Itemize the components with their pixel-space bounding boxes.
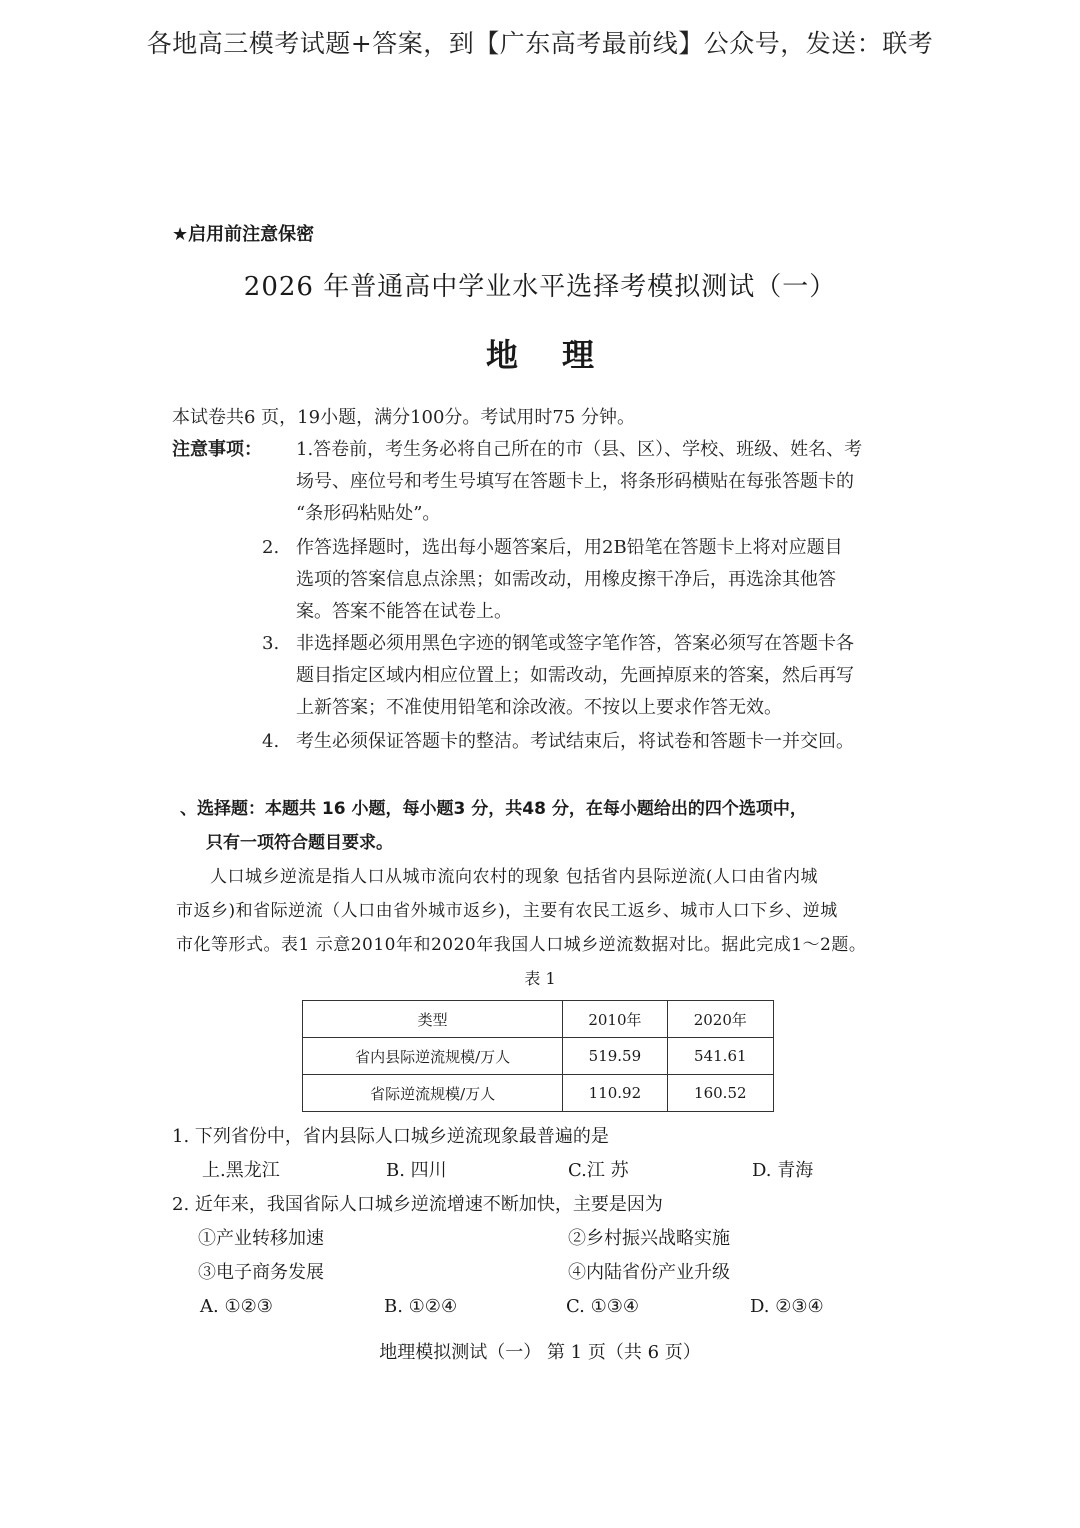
notice-item-1-line-1: 1.答卷前，考生务必将自己所在的市（县、区）、学校、班级、姓名、考 bbox=[296, 439, 863, 460]
question-2-item-1: ①产业转移加速 bbox=[198, 1228, 324, 1249]
notice-item-2-number: 2. bbox=[262, 537, 280, 558]
material-line-2: 市返乡)和省际逆流（人口由省外城市返乡)，主要有农民工返乡、城市人口下乡、逆城 bbox=[176, 901, 838, 921]
exam-intro: 本试卷共6 页，19小题，满分100分。考试用时75 分钟。 bbox=[172, 407, 636, 428]
question-2-item-3: ③电子商务发展 bbox=[198, 1262, 324, 1283]
question-1-option-c: C.江 苏 bbox=[568, 1160, 629, 1181]
notice-item-2-line-1: 作答选择题时，选出每小题答案后，用2B铅笔在答题卡上将对应题目 bbox=[296, 537, 843, 558]
question-2-option-a: A. ①②③ bbox=[200, 1296, 273, 1317]
notice-item-3-line-1: 非选择题必须用黑色字迹的钢笔或签字笔作答，答案必须写在答题卡各 bbox=[296, 633, 854, 654]
table-cell: 110.92 bbox=[563, 1075, 667, 1112]
data-table bbox=[302, 1000, 774, 1112]
table-header-cell: 2010年 bbox=[563, 1001, 667, 1038]
section-heading-line-1: 、选择题：本题共 16 小题，每小题3 分，共48 分，在每小题给出的四个选项中， bbox=[180, 799, 807, 819]
confidential-notice: ★启用前注意保密 bbox=[172, 224, 315, 245]
table-header-cell: 2020年 bbox=[667, 1001, 773, 1038]
table-cell: 541.61 bbox=[667, 1038, 773, 1075]
question-2-option-c: C. ①③④ bbox=[566, 1296, 639, 1317]
table-header-cell: 类型 bbox=[303, 1001, 563, 1038]
table-cell: 省际逆流规模/万人 bbox=[303, 1075, 563, 1112]
section-heading-line-2: 只有一项符合题目要求。 bbox=[206, 833, 393, 853]
question-1-option-d: D. 青海 bbox=[752, 1160, 814, 1181]
notice-item-4-line-1: 考生必须保证答题卡的整洁。考试结束后，将试卷和答题卡一并交回。 bbox=[296, 731, 854, 752]
exam-title: 2026 年普通高中学业水平选择考模拟测试（一） bbox=[243, 272, 837, 302]
subject-title: 地理 bbox=[485, 336, 638, 374]
question-2-option-b: B. ①②④ bbox=[384, 1296, 458, 1317]
table-cell: 省内县际逆流规模/万人 bbox=[303, 1038, 563, 1075]
question-1-stem: 1. 下列省份中，省内县际人口城乡逆流现象最普遍的是 bbox=[172, 1126, 609, 1147]
table-header-row bbox=[303, 1001, 774, 1038]
notice-item-4-number: 4. bbox=[262, 731, 280, 752]
notice-item-3-line-3: 上新答案；不准使用铅笔和涂改液。不按以上要求作答无效。 bbox=[296, 697, 782, 718]
question-2-item-2: ②乡村振兴战略实施 bbox=[568, 1228, 730, 1249]
question-2-option-d: D. ②③④ bbox=[750, 1296, 824, 1317]
question-2-item-4: ④内陆省份产业升级 bbox=[568, 1262, 730, 1283]
notice-item-3-line-2: 题目指定区域内相应位置上；如需改动，先画掉原来的答案，然后再写 bbox=[296, 665, 854, 686]
material-line-1: 人口城乡逆流是指人口从城市流向农村的现象 包括省内县际逆流(人口由省内城 bbox=[210, 867, 819, 887]
question-1-option-a: 上.黑龙江 bbox=[202, 1160, 280, 1181]
page-footer: 地理模拟测试（一） 第 1 页（共 6 页） bbox=[379, 1342, 701, 1363]
notice-item-1-line-3: “条形码粘贴处”。 bbox=[296, 503, 441, 524]
table-cell: 160.52 bbox=[667, 1075, 773, 1112]
table-row bbox=[303, 1038, 774, 1075]
question-1-option-b: B. 四川 bbox=[386, 1160, 447, 1181]
notice-item-2-line-3: 案。答案不能答在试卷上。 bbox=[296, 601, 512, 622]
question-2-stem: 2. 近年来，我国省际人口城乡逆流增速不断加快，主要是因为 bbox=[172, 1194, 663, 1215]
notice-label: 注意事项： bbox=[172, 439, 262, 460]
table-row bbox=[303, 1075, 774, 1112]
notice-item-3-number: 3. bbox=[262, 633, 280, 654]
promo-banner: 各地高三模考试题+答案，到【广东高考最前线】公众号，发送：联考 bbox=[146, 29, 934, 58]
notice-item-2-line-2: 选项的答案信息点涂黑；如需改动，用橡皮擦干净后，再选涂其他答 bbox=[296, 569, 836, 590]
table-caption: 表 1 bbox=[524, 969, 556, 988]
notice-item-1-line-2: 场号、座位号和考生号填写在答题卡上，将条形码横贴在每张答题卡的 bbox=[296, 471, 854, 492]
material-line-3: 市化等形式。表1 示意2010年和2020年我国人口城乡逆流数据对比。据此完成1～2题。 bbox=[176, 935, 867, 955]
table-cell: 519.59 bbox=[563, 1038, 667, 1075]
